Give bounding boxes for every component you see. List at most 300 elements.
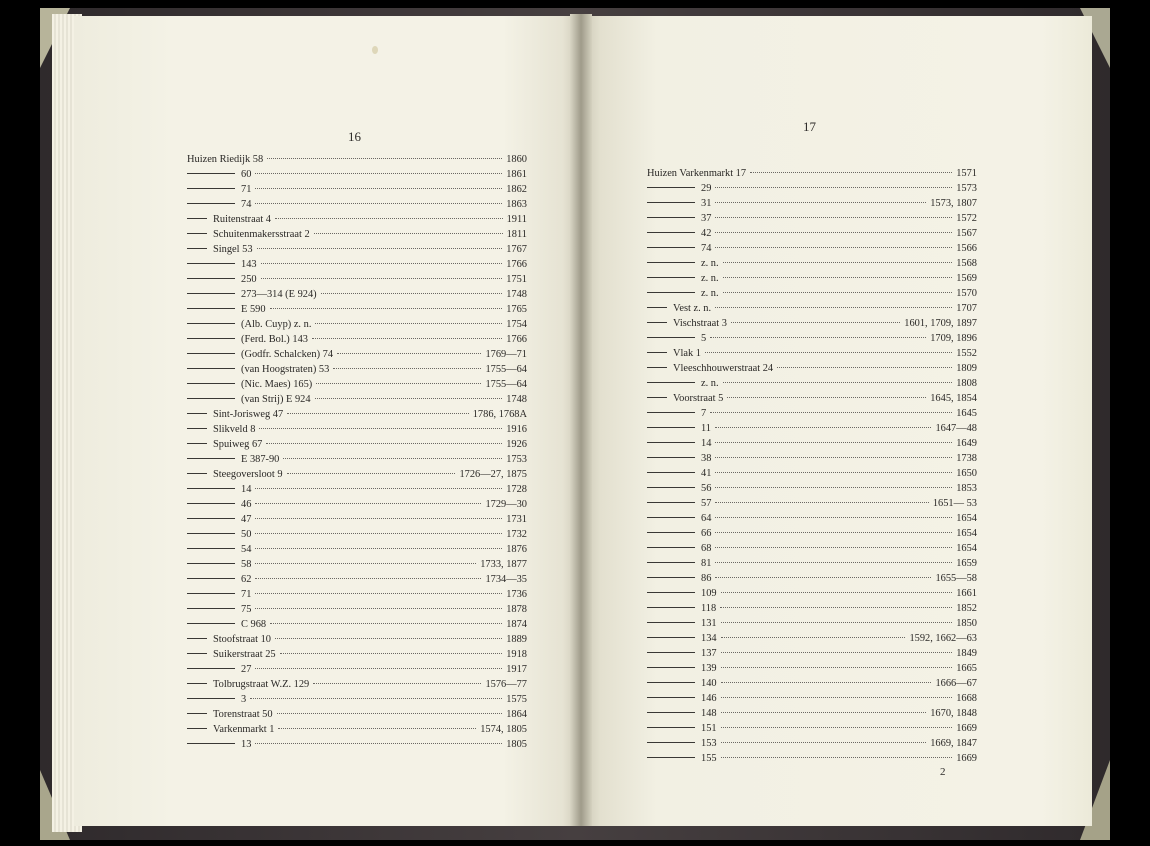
dot-leader [750,172,952,173]
entry-label: Slikveld 8 [213,424,256,435]
entry-reference: 1649 [956,438,977,449]
entry-reference: 1755—64 [485,364,527,375]
entry-reference: 1654 [956,513,977,524]
entry-reference: 1861 [506,169,527,180]
dot-leader [721,592,953,593]
dot-leader [715,202,926,203]
entry-reference: 1860 [506,154,527,165]
dot-leader [723,382,953,383]
ditto-dash [647,757,695,758]
dot-leader [270,623,502,624]
index-entry [187,332,527,347]
dot-leader [333,368,481,369]
entry-reference: 1645 [956,408,977,419]
ditto-dash [647,607,695,608]
entry-reference: 1669, 1847 [930,738,977,749]
dot-leader [287,413,469,414]
dot-leader [710,412,952,413]
entry-reference: 1668 [956,693,977,704]
ditto-dash [187,368,235,369]
entry-label: Tolbrugstraat W.Z. 129 [213,679,310,690]
ditto-dash [647,532,695,533]
ditto-dash [647,202,695,203]
entry-label: 71 [241,589,252,600]
entry-reference: 1666—67 [935,678,977,689]
entry-reference: 1926 [506,439,527,450]
index-entry [187,692,527,707]
dot-leader [721,727,953,728]
dot-leader [715,562,952,563]
entry-label: 155 [701,753,717,764]
entry-label: 7 [701,408,707,419]
dot-leader [255,533,502,534]
entry-label: C 968 [241,619,267,630]
dot-leader [710,337,926,338]
ditto-dash [647,712,695,713]
entry-label: (van Strij) E 924 [241,394,311,405]
ditto-dash [187,593,235,594]
index-entry [647,526,977,541]
index-entry [187,602,527,617]
index-entry [647,586,977,601]
dot-leader [715,547,952,548]
ditto-dash [647,637,695,638]
entry-reference: 1769—71 [485,349,527,360]
entry-label: 11 [701,423,712,434]
index-entry [187,527,527,542]
entry-label: z. n. [701,258,719,269]
entry-reference: 1805 [506,739,527,750]
entry-reference: 1601, 1709, 1897 [904,318,977,329]
entry-label: 62 [241,574,252,585]
entry-label: Steegoversloot 9 [213,469,283,480]
entry-reference: 1748 [506,394,527,405]
entry-label: 153 [701,738,717,749]
dot-leader [337,353,481,354]
index-entry [187,512,527,527]
entry-reference: 1751 [506,274,527,285]
entry-reference: 1811 [506,229,527,240]
index-entry [187,212,527,227]
entry-label: 37 [701,213,712,224]
dot-leader [715,187,952,188]
entry-label: 137 [701,648,717,659]
entry-label: 46 [241,499,252,510]
ditto-dash [187,698,235,699]
index-entry [187,392,527,407]
index-entry [187,737,527,752]
ditto-dash [187,278,235,279]
ditto-dash [187,743,235,744]
entry-reference: 1729—30 [485,499,527,510]
ditto-dash [187,173,235,174]
index-entry [187,437,527,452]
entry-reference: 1754 [506,319,527,330]
entry-reference: 1670, 1848 [930,708,977,719]
ditto-dash [187,713,207,714]
entry-label: Ruitenstraat 4 [213,214,272,225]
dot-leader [255,593,502,594]
index-entry [187,167,527,182]
dot-leader [316,383,481,384]
ditto-dash [647,322,667,323]
dot-leader [255,563,476,564]
index-entry [647,721,977,736]
entry-reference: 1573, 1807 [930,198,977,209]
entry-label: 118 [701,603,717,614]
dot-leader [721,667,953,668]
dot-leader [250,698,502,699]
dot-leader [715,217,952,218]
entry-label: Schuitenmakersstraat 2 [213,229,310,240]
ditto-dash [187,338,235,339]
index-entry [187,227,527,242]
entry-reference: 1659 [956,558,977,569]
entry-reference: 1707 [956,303,977,314]
index-entry [647,286,977,301]
entry-reference: 1709, 1896 [930,333,977,344]
entry-reference: 1726—27, 1875 [459,469,527,480]
dot-leader [278,728,476,729]
dot-leader [321,293,503,294]
entry-label: 139 [701,663,717,674]
dot-leader [255,503,481,504]
ditto-dash [187,488,235,489]
ditto-dash [647,667,695,668]
entry-label: 38 [701,453,712,464]
index-entry [187,362,527,377]
dot-leader [715,502,928,503]
dot-leader [275,218,503,219]
entry-reference: 1809 [956,363,977,374]
entry-reference: 1878 [506,604,527,615]
index-entry [647,451,977,466]
index-entry [187,557,527,572]
dot-leader [255,743,502,744]
ditto-dash [647,382,695,383]
ditto-dash [647,247,695,248]
entry-reference: 1645, 1854 [930,393,977,404]
entry-reference: 1911 [506,214,527,225]
entry-reference: 1755—64 [485,379,527,390]
dot-leader [723,292,953,293]
entry-label: 74 [701,243,712,254]
entry-reference: 1917 [506,664,527,675]
entry-label: Torenstraat 50 [213,709,273,720]
ditto-dash [187,413,207,414]
index-entry [647,331,977,346]
entry-label: 86 [701,573,712,584]
dot-leader [270,308,503,309]
entry-reference: 1874 [506,619,527,630]
entry-label: 68 [701,543,712,554]
entry-label: Varkenmarkt 1 [213,724,275,735]
index-entry [647,751,977,766]
entry-label: 71 [241,184,252,195]
index-entry [187,407,527,422]
index-entry [647,211,977,226]
index-entry [647,436,977,451]
entry-label: Vest z. n. [673,303,712,314]
index-entry [187,197,527,212]
index-entry [187,242,527,257]
index-entry [647,571,977,586]
ditto-dash [647,262,695,263]
dot-leader [777,367,952,368]
index-entry [187,677,527,692]
index-entry [187,272,527,287]
ditto-dash [187,638,207,639]
ditto-dash [647,442,695,443]
dot-leader [721,742,927,743]
entry-reference: 1736 [506,589,527,600]
entry-label: 5 [701,333,707,344]
ditto-dash [647,427,695,428]
index-entry [647,736,977,751]
ditto-dash [187,623,235,624]
dot-leader [259,428,502,429]
left-page-number: 16 [348,129,361,144]
entry-reference: 1918 [506,649,527,660]
index-entry [187,707,527,722]
entry-label: 250 [241,274,257,285]
entry-label: E 590 [241,304,266,315]
index-entry [647,706,977,721]
entry-label: 50 [241,529,252,540]
entry-label: 148 [701,708,717,719]
ditto-dash [647,187,695,188]
entry-reference: 1863 [506,199,527,210]
entry-label: (Nic. Maes) 165) [241,379,313,390]
entry-reference: 1876 [506,544,527,555]
entry-label: 146 [701,693,717,704]
index-entry [647,466,977,481]
dot-leader [731,322,900,323]
index-entry [647,601,977,616]
entry-label: Vischstraat 3 [673,318,727,329]
index-entry [647,631,977,646]
entry-reference: 1732 [506,529,527,540]
ditto-dash [187,503,235,504]
entry-label: (Godfr. Schalcken) 74 [241,349,334,360]
dot-leader [715,232,952,233]
ditto-dash [187,533,235,534]
entry-reference: 1786, 1768A [472,409,527,420]
ditto-dash [647,652,695,653]
entry-label: 13 [241,739,252,750]
entry-label: 14 [241,484,252,495]
book-gutter [570,14,592,826]
entry-reference: 1655—58 [935,573,977,584]
dot-leader [255,548,502,549]
index-entry [187,422,527,437]
index-entry [187,647,527,662]
dot-leader [715,577,931,578]
ditto-dash [647,547,695,548]
index-entry [187,347,527,362]
entry-label: 29 [701,183,712,194]
index-entry [647,511,977,526]
entry-label: 58 [241,559,252,570]
index-entry [647,226,977,241]
ditto-dash [647,727,695,728]
index-entry [187,617,527,632]
dot-leader [312,338,502,339]
ditto-dash [647,517,695,518]
entry-reference: 1765 [506,304,527,315]
dot-leader [275,638,502,639]
ditto-dash [187,458,235,459]
index-entry [187,287,527,302]
ditto-dash [187,383,235,384]
index-entry [647,541,977,556]
entry-label: Huizen Riedijk 58 [187,154,264,165]
dot-leader [721,682,932,683]
entry-reference: 1889 [506,634,527,645]
entry-label: z. n. [701,288,719,299]
entry-label: Stoofstraat 10 [213,634,272,645]
entry-label: 42 [701,228,712,239]
ditto-dash [647,397,667,398]
dot-leader [715,427,931,428]
index-entry [647,481,977,496]
entry-reference: 1916 [506,424,527,435]
entry-reference: 1568 [956,258,977,269]
ditto-dash [647,577,695,578]
ditto-dash [187,518,235,519]
dot-leader [723,277,953,278]
ditto-dash [647,277,695,278]
index-entry [187,302,527,317]
ditto-dash [187,473,207,474]
entry-label: 14 [701,438,712,449]
index-entry [187,182,527,197]
ditto-dash [647,562,695,563]
dot-leader [255,488,502,489]
right-page-number: 17 [803,119,816,134]
ditto-dash [187,728,207,729]
dot-leader [715,532,952,533]
entry-label: 60 [241,169,252,180]
dot-leader [721,757,953,758]
dot-leader [255,203,502,204]
dot-leader [721,637,906,638]
ditto-dash [647,232,695,233]
index-entry [647,421,977,436]
entry-reference: 1748 [506,289,527,300]
entry-reference: 1650 [956,468,977,479]
entry-reference: 1592, 1662—63 [909,633,977,644]
dot-leader [255,173,502,174]
index-entry [187,542,527,557]
ditto-dash [187,608,235,609]
dot-leader [255,608,502,609]
entry-reference: 1733, 1877 [480,559,527,570]
entry-reference: 1766 [506,334,527,345]
entry-reference: 1566 [956,243,977,254]
index-entry [187,257,527,272]
entry-reference: 1669 [956,753,977,764]
dot-leader [715,472,952,473]
ditto-dash [647,337,695,338]
index-entry [647,616,977,631]
entry-label: 31 [701,198,712,209]
dot-leader [315,398,503,399]
index-entry [647,391,977,406]
entry-reference: 1576—77 [485,679,527,690]
ditto-dash [187,323,235,324]
entry-label: 131 [701,618,717,629]
ditto-dash [647,697,695,698]
index-entry [647,256,977,271]
index-entry [187,632,527,647]
index-entry [187,467,527,482]
ditto-dash [187,203,235,204]
entry-reference: 1570 [956,288,977,299]
dot-leader [715,487,952,488]
ditto-dash [187,428,207,429]
index-entry [187,482,527,497]
entry-label: 151 [701,723,717,734]
ditto-dash [647,217,695,218]
dot-leader [715,247,952,248]
dot-leader [280,653,503,654]
ditto-dash [187,578,235,579]
ditto-dash [187,263,235,264]
entry-label: Sint-Jorisweg 47 [213,409,284,420]
ditto-dash [187,683,207,684]
dot-leader [721,697,953,698]
entry-label: Singel 53 [213,244,253,255]
index-entry [647,166,977,181]
index-entry [647,181,977,196]
dot-leader [255,578,481,579]
ditto-dash [187,653,207,654]
index-entry [647,691,977,706]
dot-leader [705,352,952,353]
dot-leader [727,397,926,398]
entry-label: Spuiweg 67 [213,439,263,450]
entry-label: Vleeschhouwerstraat 24 [673,363,774,374]
ditto-dash [647,742,695,743]
index-entry [647,241,977,256]
dot-leader [283,458,502,459]
entry-reference: 1654 [956,528,977,539]
index-entry [647,646,977,661]
index-entry [187,452,527,467]
entry-label: Suikerstraat 25 [213,649,276,660]
index-entry [647,346,977,361]
entry-reference: 1808 [956,378,977,389]
entry-label: 140 [701,678,717,689]
entry-label: (Alb. Cuyp) z. n. [241,319,312,330]
entry-label: 57 [701,498,712,509]
entry-label: z. n. [701,273,719,284]
ditto-dash [187,668,235,669]
dot-leader [721,712,927,713]
left-page [74,16,578,826]
dot-leader [715,307,952,308]
ditto-dash [187,293,235,294]
ditto-dash [647,292,695,293]
dot-leader [721,652,953,653]
ditto-dash [187,398,235,399]
dot-leader [257,248,503,249]
entry-reference: 1651— 53 [932,498,977,509]
index-entry [187,572,527,587]
entry-reference: 1669 [956,723,977,734]
entry-reference: 1552 [956,348,977,359]
